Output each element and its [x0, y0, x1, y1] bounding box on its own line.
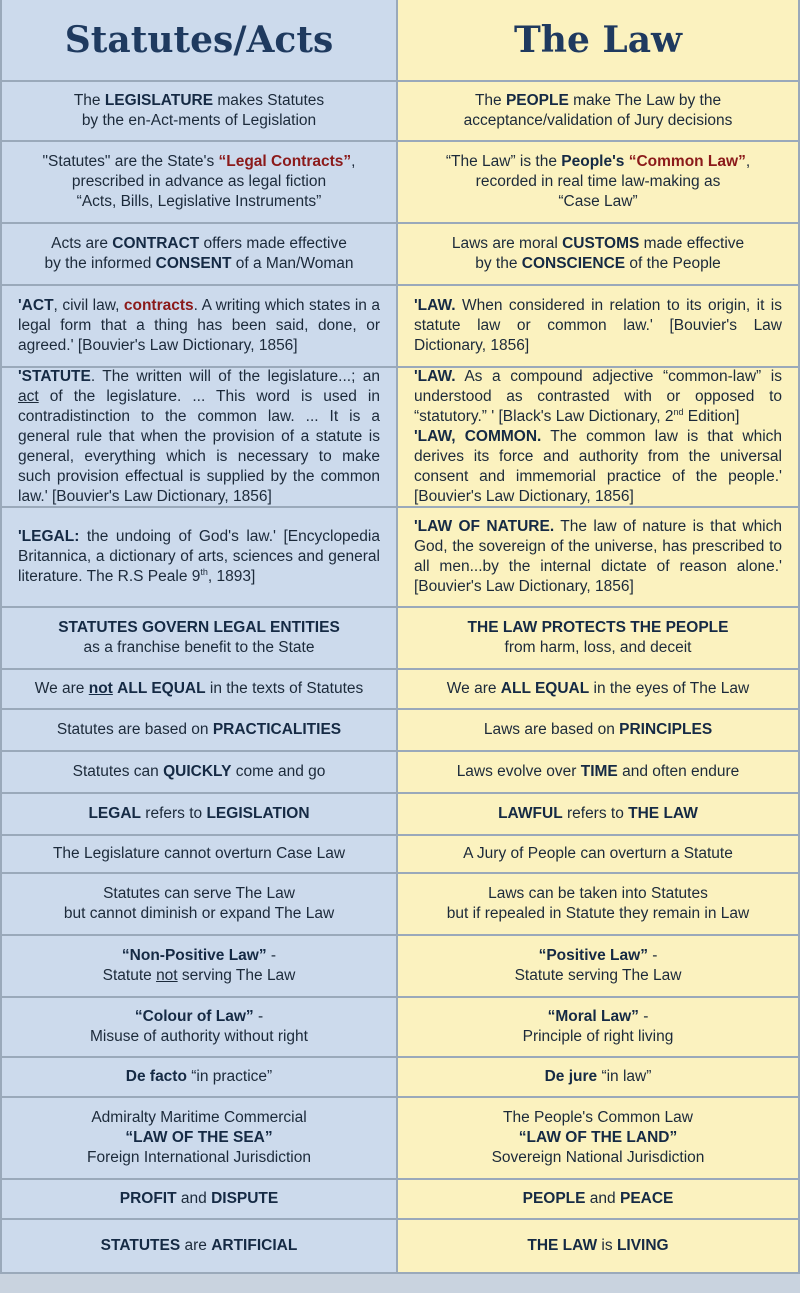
row-de-jure-right: De jure “in law”: [398, 1058, 800, 1098]
row-serve-left: Statutes can serve The Law but cannot diminish or expand The Law: [0, 874, 398, 936]
row-peace-right: PEOPLE and PEACE: [398, 1180, 800, 1220]
row-positive-right: “Positive Law” - Statute serving The Law: [398, 936, 800, 998]
row-consent-left: Acts are CONTRACT offers made effective by the informed CONSENT of a Man/Woman: [0, 224, 398, 286]
row-protects-right: THE LAW PROTECTS THE PEOPLE from harm, loss, and deceit: [398, 608, 800, 670]
row-overturn-left: The Legislature cannot overturn Case Law: [0, 836, 398, 874]
row-law-of-nature-right: 'LAW OF NATURE. The law of nature is that which God, the sovereign of the universe, has prescribed to all men...by the internal dictate of reason alone.' [Bouvier's Law Dictionary, 1856]: [398, 508, 800, 608]
row-living-right: THE LAW is LIVING: [398, 1220, 800, 1274]
header-the-law: The Law: [398, 0, 800, 82]
row-law-definition-right: 'LAW. When considered in relation to its origin, it is statute law or common law.' [Bouvier's Law Dictionary, 1856]: [398, 286, 800, 368]
row-artificial-left: STATUTES are ARTIFICIAL: [0, 1220, 398, 1274]
row-non-positive-left: “Non-Positive Law” - Statute not serving The Law: [0, 936, 398, 998]
row-equal-right: We are ALL EQUAL in the eyes of The Law: [398, 670, 800, 710]
row-colour-left: “Colour of Law” - Misuse of authority without right: [0, 998, 398, 1058]
row-govern-left: STATUTES GOVERN LEGAL ENTITIES as a franchise benefit to the State: [0, 608, 398, 670]
row-profit-left: PROFIT and DISPUTE: [0, 1180, 398, 1220]
row-land-right: The People's Common Law “LAW OF THE LAND” Sovereign National Jurisdiction: [398, 1098, 800, 1180]
row-statute-definition-left: 'STATUTE. The written will of the legislature...; an act of the legislature. ... This word is used in contradistinction to the common law. ... It is a general rule that when the provision of a statute is general, everything which is necessary to make such provision effectual is supplied by the common law.' [Bouvier's Law Dictionary, 1856]: [0, 368, 398, 508]
row-quickly-left: Statutes can QUICKLY come and go: [0, 752, 398, 794]
row-legal-left: LEGAL refers to LEGISLATION: [0, 794, 398, 836]
header-statutes-acts: Statutes/Acts: [0, 0, 398, 82]
row-time-right: Laws evolve over TIME and often endure: [398, 752, 800, 794]
row-contracts-left: "Statutes" are the State's “Legal Contracts”, prescribed in advance as legal fiction “Acts, Bills, Legislative Instruments”: [0, 142, 398, 224]
row-legislature-left: The LEGISLATURE makes Statutes by the en-Act-ments of Legislation: [0, 82, 398, 142]
row-overturn-right: A Jury of People can overturn a Statute: [398, 836, 800, 874]
row-legislature-right: The PEOPLE make The Law by the acceptance/validation of Jury decisions: [398, 82, 800, 142]
row-equal-left: We are not ALL EQUAL in the texts of Statutes: [0, 670, 398, 710]
row-act-definition-left: 'ACT, civil law, contracts. A writing which states in a legal form that a thing has been said, done, or agreed.' [Bouvier's Law Dictionary, 1856]: [0, 286, 398, 368]
row-lawful-right: LAWFUL refers to THE LAW: [398, 794, 800, 836]
row-de-facto-left: De facto “in practice”: [0, 1058, 398, 1098]
row-principles-right: Laws are based on PRINCIPLES: [398, 710, 800, 752]
row-repealed-right: Laws can be taken into Statutes but if repealed in Statute they remain in Law: [398, 874, 800, 936]
row-moral-right: “Moral Law” - Principle of right living: [398, 998, 800, 1058]
row-common-law-right: “The Law” is the People's “Common Law”, recorded in real time law-making as “Case Law”: [398, 142, 800, 224]
row-legal-definition-left: 'LEGAL: the undoing of God's law.' [Encyclopedia Britannica, a dictionary of arts, sciences and general literature. The R.S Peale 9th, 1893]: [0, 508, 398, 608]
row-practicalities-left: Statutes are based on PRACTICALITIES: [0, 710, 398, 752]
row-conscience-right: Laws are moral CUSTOMS made effective by the CONSCIENCE of the People: [398, 224, 800, 286]
row-common-law-definition-right: 'LAW. As a compound adjective “common-law” is understood as contrasted with or opposed to “statutory.” ' [Black's Law Dictionary, 2nd Edition] 'LAW, COMMON. The common law is that which derives its force and authority from the universal consent and immemorial practice of the people.' [Bouvier's Law Dictionary, 1856]: [398, 368, 800, 508]
row-sea-left: Admiralty Maritime Commercial “LAW OF THE SEA” Foreign International Jurisdiction: [0, 1098, 398, 1180]
